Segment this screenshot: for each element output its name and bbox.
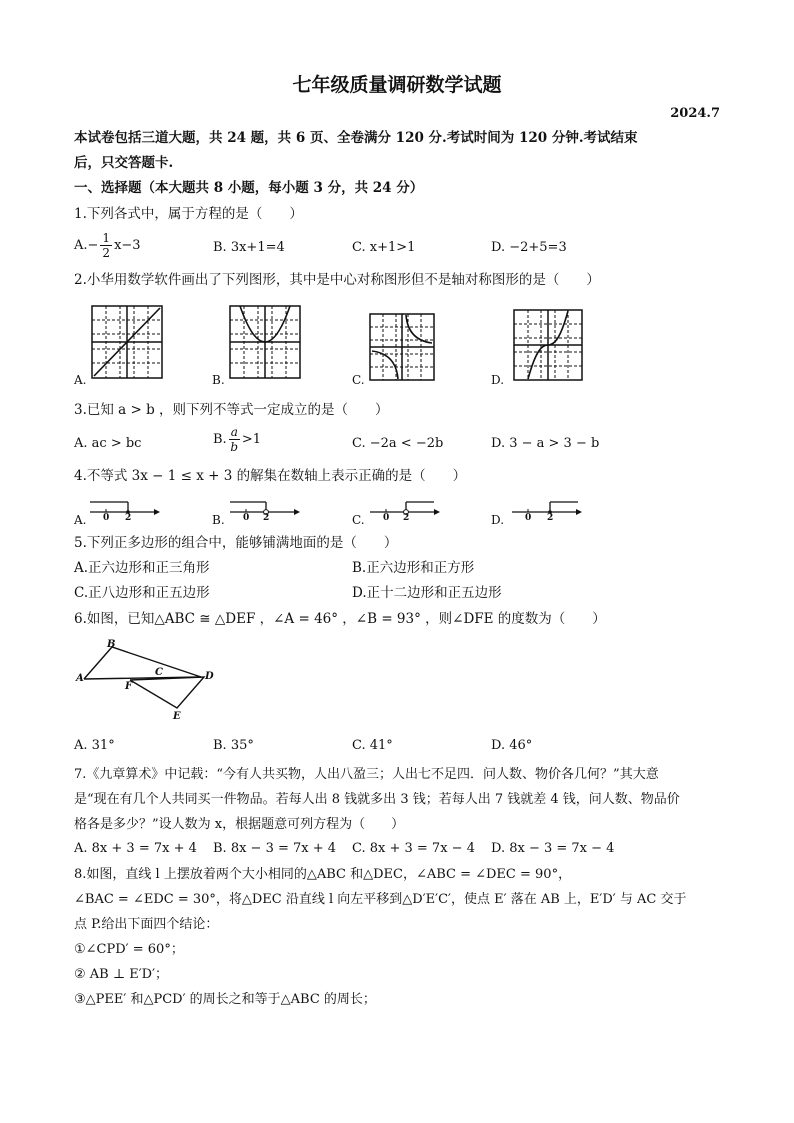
q2-label-a[interactable]: A. (74, 373, 87, 387)
q4-b-tick-2: 2 (263, 513, 270, 523)
q6-label-a: A (76, 673, 84, 684)
section-heading: 一、选择题（本大题共 8 小题，每小题 3 分，共 24 分） (74, 180, 424, 196)
q6-label-c: C (155, 667, 163, 678)
q5-option-c[interactable]: C.正八边形和正五边形 (74, 585, 210, 601)
page-title: 七年级质量调研数学试题 (292, 74, 502, 96)
q6-option-a[interactable]: A. 31° (74, 738, 115, 753)
q1-a-prefix: A.− (74, 238, 99, 253)
q8-line-2: ∠BAC = ∠EDC = 30°，将△DEC 沿直线 l 向左平移到△D′E′C′，使点 E′ 落在 AB 上，E′D′ 与 AC 交于 (74, 892, 687, 907)
q2-graph-b (230, 306, 300, 378)
q4-d-tick-2: 2 (547, 513, 554, 523)
q1-option-c[interactable]: C. x+1>1 (352, 240, 416, 255)
q2-label-c[interactable]: C. (352, 373, 365, 387)
q1-a-numerator: 1 (102, 231, 111, 245)
q6-option-d[interactable]: D. 46° (491, 738, 533, 753)
exam-date: 2024.7 (670, 106, 720, 121)
q6-option-b[interactable]: B. 35° (213, 738, 254, 753)
q7-option-c[interactable]: C. 8x + 3 = 7x − 4 (352, 841, 475, 856)
q3-b-numerator: a (230, 425, 238, 439)
q3-b-fraction (229, 425, 240, 454)
q6-triangle-figure (78, 640, 228, 725)
q4-label-d[interactable]: D. (491, 513, 505, 527)
q2-graph-d (514, 310, 582, 380)
intro-line-1: 本试卷包括三道大题，共 24 题，共 6 页、全卷满分 120 分.考试时间为 120 分钟.考试结束 (74, 130, 638, 146)
q6-label-e: E (173, 711, 181, 722)
q8-conclusion-2: ② AB ⊥ E′D′； (74, 967, 169, 982)
q6-option-c[interactable]: C. 41° (352, 738, 393, 753)
q2-graph-c (370, 314, 434, 380)
q4-c-tick-2: 2 (403, 513, 410, 523)
q4-b-tick-0: 0 (243, 513, 250, 523)
q1-option-a[interactable] (74, 231, 141, 260)
q1-option-d[interactable]: D. −2+5=3 (491, 240, 567, 255)
q1-a-suffix: x−3 (114, 238, 141, 253)
q3-option-b[interactable] (213, 425, 261, 454)
q3-b-denominator: b (230, 440, 239, 454)
q4-stem: 4.不等式 3x − 1 ≤ x + 3 的解集在数轴上表示正确的是（ ） (74, 468, 467, 484)
q3-stem: 3.已知 a > b ，则下列不等式一定成立的是（ ） (74, 402, 389, 418)
q1-option-b[interactable]: B. 3x+1=4 (213, 240, 285, 255)
q4-c-tick-0: 0 (383, 513, 390, 523)
q4-d-tick-0: 0 (525, 513, 532, 523)
q1-stem: 1.下列各式中，属于方程的是（ ） (74, 206, 303, 222)
q6-label-f: F (125, 681, 133, 692)
q7-line-3: 格各是多少？”设人数为 x，根据题意可列方程为（ ） (74, 817, 405, 832)
q4-label-b[interactable]: B. (212, 513, 225, 527)
q5-option-b[interactable]: B.正六边形和正方形 (352, 560, 475, 576)
q4-a-tick-2: 2 (125, 513, 132, 523)
q4-label-a[interactable]: A. (74, 513, 87, 527)
intro-line-2: 后，只交答题卡. (74, 155, 174, 171)
q8-conclusion-1: ①∠CPD′ = 60°； (74, 942, 184, 957)
q2-label-b[interactable]: B. (212, 373, 225, 387)
q1-a-denominator: 2 (102, 246, 111, 260)
q5-option-d[interactable]: D.正十二边形和正五边形 (352, 585, 502, 601)
q4-a-tick-0: 0 (103, 513, 110, 523)
q4-label-c[interactable]: C. (352, 513, 365, 527)
q5-stem: 5.下列正多边形的组合中，能够铺满地面的是（ ） (74, 535, 398, 551)
q3-option-c[interactable]: C. −2a < −2b (352, 436, 444, 451)
q7-option-b[interactable]: B. 8x − 3 = 7x + 4 (213, 841, 337, 856)
q3-option-d[interactable]: D. 3 − a > 3 − b (491, 436, 600, 451)
q7-option-d[interactable]: D. 8x − 3 = 7x − 4 (491, 841, 615, 856)
q1-a-fraction (100, 231, 112, 260)
q3-option-a[interactable]: A. ac > bc (74, 436, 142, 451)
q8-line-3: 点 P.给出下面四个结论： (74, 917, 219, 932)
q2-stem: 2.小华用数学软件画出了下列图形，其中是中心对称图形但不是轴对称图形的是（ ） (74, 272, 600, 288)
q6-label-b: B (107, 639, 116, 650)
q7-line-2: 是“现在有几个人共同买一件物品。若每人出 8 钱就多出 3 钱；若每人出 7 钱就差 4 钱，问人数、物品价 (74, 792, 680, 807)
q2-label-d[interactable]: D. (491, 373, 505, 387)
q5-option-a[interactable]: A.正六边形和正三角形 (74, 560, 210, 576)
q7-option-a[interactable]: A. 8x + 3 = 7x + 4 (74, 841, 197, 856)
q2-graph-a (92, 306, 162, 378)
q3-b-prefix: B. (213, 432, 227, 447)
q8-line-1: 8.如图，直线 l 上摆放着两个大小相同的△ABC 和△DEC，∠ABC = ∠DEC = 90°， (74, 867, 572, 882)
q6-label-d: D (205, 671, 214, 682)
q3-b-suffix: >1 (241, 432, 262, 447)
q6-stem: 6.如图，已知△ABC ≅ △DEF ，∠A = 46° ，∠B = 93° ，则∠DFE 的度数为（ ） (74, 611, 606, 627)
q7-line-1: 7.《九章算术》中记载：“今有人共买物，人出八盈三；人出七不足四．问人数、物价各几何？”其大意 (74, 767, 659, 782)
q8-conclusion-3: ③△PEE′ 和△PCD′ 的周长之和等于△ABC 的周长； (74, 992, 376, 1007)
